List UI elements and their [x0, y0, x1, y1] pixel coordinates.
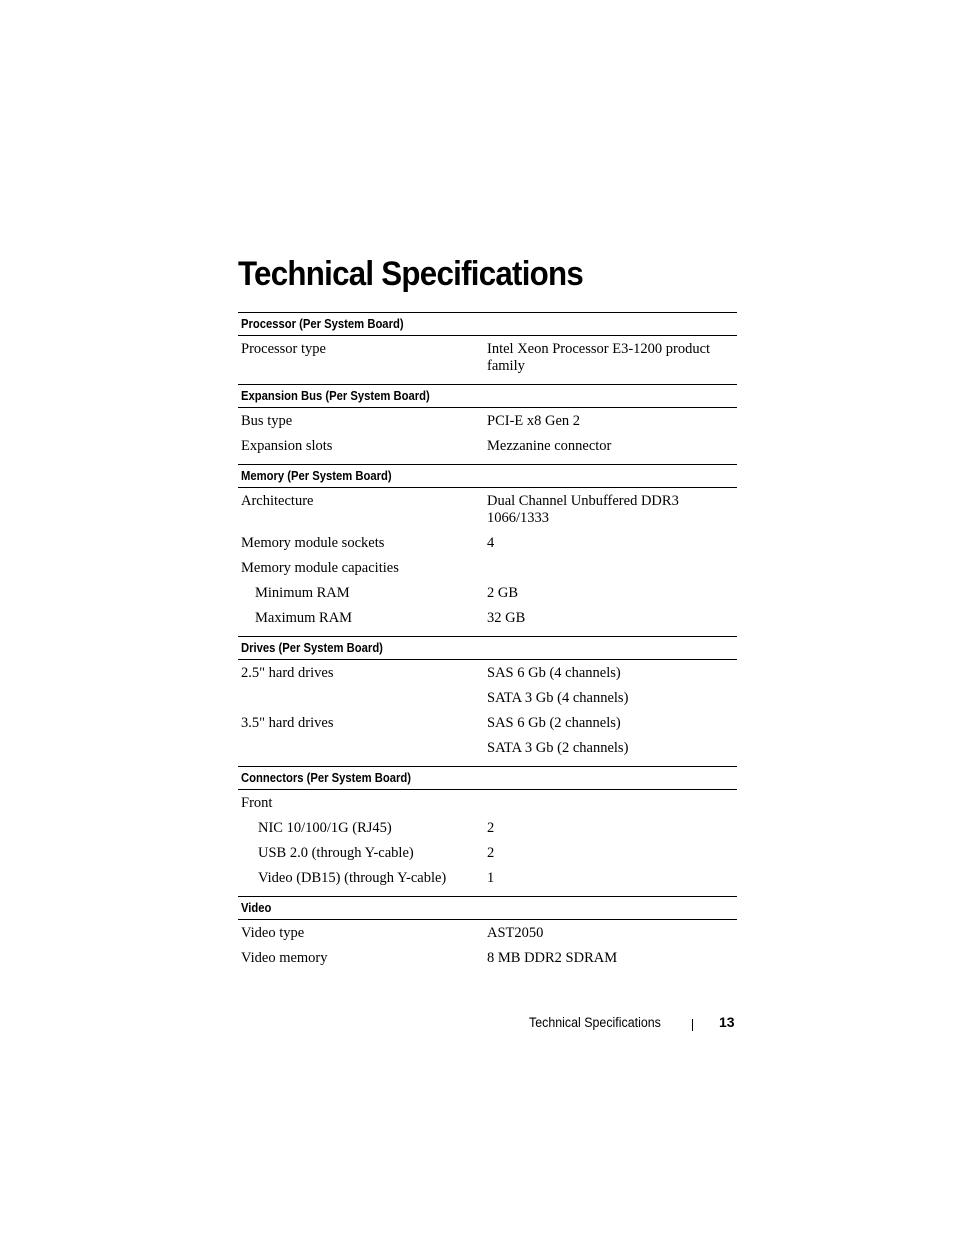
spec-value: 1 — [487, 870, 495, 886]
spec-label: Video type — [241, 925, 305, 941]
spec-label: USB 2.0 (through Y-cable) — [258, 845, 414, 861]
spec-value: 2 — [487, 845, 495, 861]
spec-row — [238, 948, 737, 973]
spec-value: Intel Xeon Processor E3-1200 product family — [487, 341, 711, 374]
spec-label: Video memory — [241, 950, 328, 966]
section-drives — [238, 636, 737, 766]
section-connectors — [238, 766, 737, 896]
section-memory — [238, 464, 737, 636]
spec-label: 3.5" hard drives — [241, 715, 334, 731]
section-header: Video — [238, 896, 737, 920]
spec-value — [487, 560, 737, 577]
spec-value: SAS 6 Gb (4 channels) — [487, 665, 621, 681]
spec-label — [238, 740, 487, 757]
spec-label: Processor type — [241, 341, 326, 357]
spec-row — [238, 818, 737, 843]
spec-label: Maximum RAM — [255, 610, 353, 626]
spec-row — [238, 868, 737, 893]
spec-value: 32 GB — [487, 610, 526, 626]
spec-row — [238, 339, 737, 381]
spec-row — [238, 713, 737, 738]
spec-row — [238, 533, 737, 558]
section-header: Memory (Per System Board) — [238, 464, 737, 488]
section-processor — [238, 312, 737, 384]
spec-row — [238, 843, 737, 868]
spec-row — [238, 793, 737, 818]
spec-label: Front — [241, 795, 273, 811]
spec-label: 2.5" hard drives — [241, 665, 334, 681]
footer-section-name: Technical Specifications — [529, 1015, 661, 1030]
spec-row — [238, 411, 737, 436]
spec-value: SAS 6 Gb (2 channels) — [487, 715, 621, 731]
spec-value: SATA 3 Gb (4 channels) — [487, 690, 629, 706]
spec-label: Memory module sockets — [241, 535, 385, 551]
spec-label: Memory module capacities — [241, 560, 399, 576]
spec-row — [238, 608, 737, 633]
spec-label: Bus type — [241, 413, 293, 429]
section-header: Connectors (Per System Board) — [238, 766, 737, 790]
spec-value: PCI-E x8 Gen 2 — [487, 413, 581, 429]
spec-value: AST2050 — [487, 925, 544, 941]
spec-label: Video (DB15) (through Y-cable) — [258, 870, 447, 886]
spec-value: 2 — [487, 820, 495, 836]
spec-value: 8 MB DDR2 SDRAM — [487, 950, 618, 966]
spec-value: 4 — [487, 535, 495, 551]
page-title: Technical Specifications — [238, 255, 584, 293]
section-video — [238, 896, 737, 976]
spec-row — [238, 688, 737, 713]
spec-row — [238, 491, 737, 533]
spec-label: Architecture — [241, 493, 314, 509]
spec-value: Dual Channel Unbuffered DDR3 1066/1333 — [487, 493, 679, 526]
spec-value: SATA 3 Gb (2 channels) — [487, 740, 629, 756]
spec-table — [238, 312, 737, 976]
section-expansion-bus — [238, 384, 737, 464]
spec-row — [238, 663, 737, 688]
spec-row — [238, 923, 737, 948]
spec-label: Minimum RAM — [255, 585, 350, 601]
page-number: 13 — [719, 1014, 735, 1030]
spec-row — [238, 558, 737, 583]
footer-divider — [692, 1019, 693, 1031]
section-header: Expansion Bus (Per System Board) — [238, 384, 737, 408]
section-header: Processor (Per System Board) — [238, 312, 737, 336]
spec-row — [238, 436, 737, 461]
spec-label: Expansion slots — [241, 438, 333, 454]
spec-value — [487, 795, 737, 812]
spec-value: 2 GB — [487, 585, 519, 601]
section-header: Drives (Per System Board) — [238, 636, 737, 660]
spec-row — [238, 583, 737, 608]
spec-label: NIC 10/100/1G (RJ45) — [258, 820, 392, 836]
spec-row — [238, 738, 737, 763]
spec-label — [238, 690, 487, 707]
spec-value: Mezzanine connector — [487, 438, 612, 454]
